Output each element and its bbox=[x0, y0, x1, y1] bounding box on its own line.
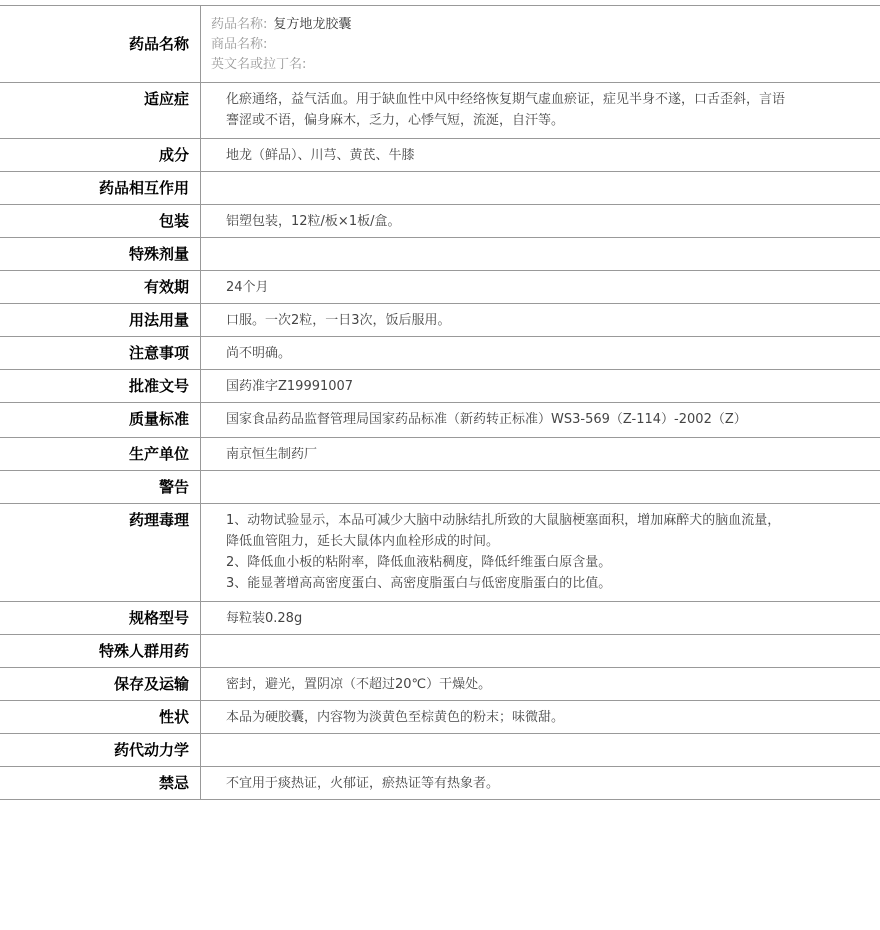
pharmacology-line: 2、降低血小板的粘附率，降低血液粘稠度，降低纤维蛋白原含量。 bbox=[226, 555, 612, 570]
row-value: 密封，避光，置阴凉（不超过20℃）干燥处。 bbox=[226, 677, 492, 692]
row-precautions bbox=[0, 336, 880, 369]
row-ingredients bbox=[0, 138, 880, 171]
row-label: 药品名称 bbox=[0, 6, 201, 82]
row-value: 地龙（鲜品）、川芎、黄芪、牛膝 bbox=[226, 148, 415, 163]
row-pharmacokinetics bbox=[0, 733, 880, 766]
row-value bbox=[201, 83, 880, 138]
row-label: 药品相互作用 bbox=[0, 172, 201, 204]
row-label: 注意事项 bbox=[0, 337, 201, 369]
row-value: 南京恒生制药厂 bbox=[226, 447, 318, 462]
row-packaging bbox=[0, 204, 880, 237]
drug-info-table bbox=[0, 5, 880, 800]
pharmacology-line: 3、能显著增高高密度蛋白、高密度脂蛋白与低密度脂蛋白的比值。 bbox=[226, 576, 612, 591]
trade-name-line bbox=[211, 35, 880, 55]
row-label: 生产单位 bbox=[0, 438, 201, 470]
row-value bbox=[201, 504, 880, 601]
row-label: 用法用量 bbox=[0, 304, 201, 336]
row-dosage bbox=[0, 303, 880, 336]
row-interactions bbox=[0, 171, 880, 204]
row-value: 24个月 bbox=[226, 280, 269, 295]
pharmacology-line: 1、动物试验显示，本品可减少大脑中动脉结扎所致的大鼠脑梗塞面积，增加麻醉犬的脑血流量，降低血管阻力，延长大鼠体内血栓形成的时间。 bbox=[226, 513, 781, 549]
row-label: 适应症 bbox=[0, 83, 201, 138]
row-label: 性状 bbox=[0, 701, 201, 733]
trade-name-key: 商品名称: bbox=[211, 37, 268, 52]
generic-name-value: 复方地龙胶囊 bbox=[273, 17, 352, 32]
row-label: 成分 bbox=[0, 139, 201, 171]
row-appearance bbox=[0, 700, 880, 733]
row-drug-name bbox=[0, 5, 880, 82]
english-name-key: 英文名或拉丁名: bbox=[211, 57, 307, 72]
row-value: 尚不明确。 bbox=[226, 346, 292, 361]
row-value: 本品为硬胶囊，内容物为淡黄色至棕黄色的粉末；味微甜。 bbox=[226, 710, 565, 725]
row-label: 特殊人群用药 bbox=[0, 635, 201, 667]
row-label: 药代动力学 bbox=[0, 734, 201, 766]
standard-text: 国家食品药品监督管理局国家药品标准（新药转正标准）WS3-569（Z-114）-2002（Z） bbox=[226, 412, 747, 427]
row-pharmacology bbox=[0, 503, 880, 601]
row-spec bbox=[0, 601, 880, 634]
row-value: 铝塑包装，12粒/板×1板/盒。 bbox=[226, 214, 401, 229]
row-value bbox=[201, 635, 880, 667]
generic-name-line bbox=[211, 15, 880, 35]
row-warning bbox=[0, 470, 880, 503]
row-storage bbox=[0, 667, 880, 700]
row-label: 规格型号 bbox=[0, 602, 201, 634]
row-approval bbox=[0, 369, 880, 402]
indications-text: 化瘀通络，益气活血。用于缺血性中风中经络恢复期气虚血瘀证，症见半身不遂，口舌歪斜，言语謇涩或不语，偏身麻木，乏力，心悸气短，流涎，自汗等。 bbox=[226, 92, 786, 128]
row-special-population bbox=[0, 634, 880, 667]
row-label: 保存及运输 bbox=[0, 668, 201, 700]
row-value: 不宜用于痰热证，火郁证，瘀热证等有热象者。 bbox=[226, 776, 500, 791]
row-label: 特殊剂量 bbox=[0, 238, 201, 270]
row-label: 批准文号 bbox=[0, 370, 201, 402]
row-value bbox=[201, 6, 880, 82]
row-label: 包装 bbox=[0, 205, 201, 237]
row-label: 警告 bbox=[0, 471, 201, 503]
row-value bbox=[201, 403, 880, 437]
row-label: 有效期 bbox=[0, 271, 201, 303]
row-manufacturer bbox=[0, 437, 880, 470]
row-value bbox=[201, 734, 880, 766]
row-value: 国药准字Z19991007 bbox=[226, 379, 354, 394]
row-label: 药理毒理 bbox=[0, 504, 201, 601]
row-shelf-life bbox=[0, 270, 880, 303]
row-value: 口服。一次2粒，一日3次，饭后服用。 bbox=[226, 313, 451, 328]
generic-name-key: 药品名称: bbox=[211, 17, 268, 32]
row-label: 质量标准 bbox=[0, 403, 201, 437]
row-value bbox=[201, 471, 880, 503]
row-label: 禁忌 bbox=[0, 767, 201, 799]
row-value bbox=[201, 238, 880, 270]
row-value bbox=[201, 172, 880, 204]
row-standard bbox=[0, 402, 880, 437]
english-name-line bbox=[211, 55, 880, 75]
row-indications bbox=[0, 82, 880, 138]
row-contraindications bbox=[0, 766, 880, 800]
row-value: 每粒装0.28g bbox=[226, 611, 303, 626]
row-special-dose bbox=[0, 237, 880, 270]
